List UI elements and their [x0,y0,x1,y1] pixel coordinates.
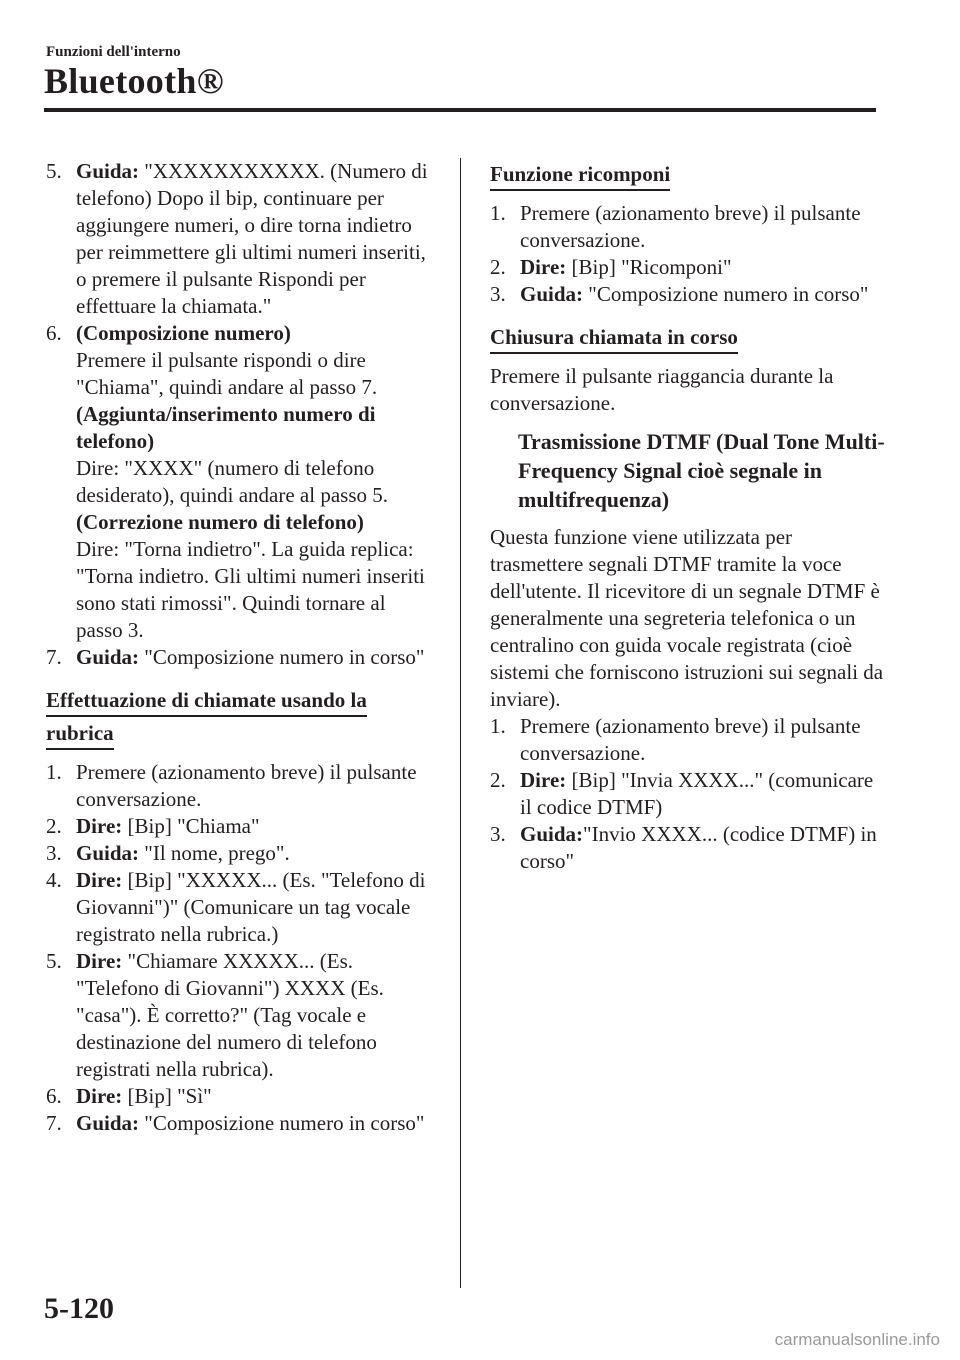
list-item [46,320,436,347]
list-item: 1. Premere (azionamento breve) il pulsante conversazione. [46,760,417,811]
item-number: 5. [46,159,62,183]
list-item: 6. Dire: [Bip] "Sì" [46,1084,212,1108]
page-title: Bluetooth® [44,61,224,101]
paragraph: Questa funzione viene utilizzata per trasmettere segnali DTMF tramite la voce dell'utente. Il ricevitore di un segnale DTMF è generalmente una segreteria telefonica o un centralino con guida vocale registrata (cioè sistemi che forniscono istruzioni sui segnali da inviare). [490,525,884,711]
step-paragraph: Dire: "XXXX" (numero di telefono desiderato), quindi andare al passo 5. [76,456,388,507]
page-number: 5-120 [44,1292,114,1325]
step-subheading: (Aggiunta/inserimento numero di telefono) [76,402,376,453]
list-item: 1. Premere (azionamento breve) il pulsante conversazione. [490,201,861,252]
item-number: 6. [46,321,62,345]
item-text [76,320,436,347]
right-column [490,158,885,875]
list-item: 5. Dire: "Chiamare XXXXX... (Es. "Telefono di Giovanni") XXXX (Es. "casa"). È corretto?" (Tag vocale e destinazione del numero di telefono registrati nella rubrica). [46,949,384,1081]
item-text [76,158,436,320]
item-body: "XXXXXXXXXXX. (Numero di telefono) Dopo il bip, continuare per aggiungere numeri, o dire torna indietro per reimmettere gli ultimi numeri inseriti, o premere il pulsante Rispondi per effettuare la chiamata." [76,159,428,318]
header-rule [44,108,876,112]
list-item: 2. Dire: [Bip] "Chiama" [46,814,260,838]
step-subheading: (Correzione numero di telefono) [76,510,364,534]
list-item: 2. Dire: [Bip] "Invia XXXX..." (comunicare il codice DTMF) [490,768,874,819]
section-heading: Funzione ricomponi [490,158,885,191]
item-number: 7. [46,645,62,669]
section-heading: Chiusura chiamata in corso [490,321,885,354]
paragraph: Premere il pulsante riaggancia durante la conversazione. [490,364,834,415]
list-item [46,158,436,320]
list-item: 1. Premere (azionamento breve) il pulsante conversazione. [490,714,861,765]
column-divider [460,158,461,1288]
item-text [76,644,436,671]
list-item [46,644,436,671]
section-label: Funzioni dell'interno [46,44,181,60]
section-heading: Effettuazione di chiamate usando la rubrica [46,684,436,750]
left-column [46,158,436,1137]
watermark: carmanualsonline.info [774,1330,940,1349]
item-label: (Composizione numero) [76,321,291,345]
item-label: Guida: [76,159,140,183]
item-label: Guida: [76,645,140,669]
step-paragraph: Dire: "Torna indietro". La guida replica: "Torna indietro. Gli ultimi numeri inseriti sono stati rimossi". Quindi tornare al passo 3. [76,537,425,642]
list-item: 3. Guida: "Composizione numero in corso" [490,282,869,306]
list-item: 3. Guida: "Il nome, prego". [46,841,290,865]
step-paragraph: Premere il pulsante rispondi o dire "Chiama", quindi andare al passo 7. [76,348,378,399]
list-item: 2. Dire: [Bip] "Ricomponi" [490,255,732,279]
list-item: 7. Guida: "Composizione numero in corso" [46,1111,425,1135]
list-item: 4. Dire: [Bip] "XXXXX... (Es. "Telefono di Giovanni")" (Comunicare un tag vocale registrato nella rubrica.) [46,868,426,946]
item-body: "Composizione numero in corso" [139,645,425,669]
subsection-heading: Trasmissione DTMF (Dual Tone Multi-Frequency Signal cioè segnale in multifrequenza) [518,429,885,512]
list-item: 3. Guida:"Invio XXXX... (codice DTMF) in corso" [490,822,877,873]
